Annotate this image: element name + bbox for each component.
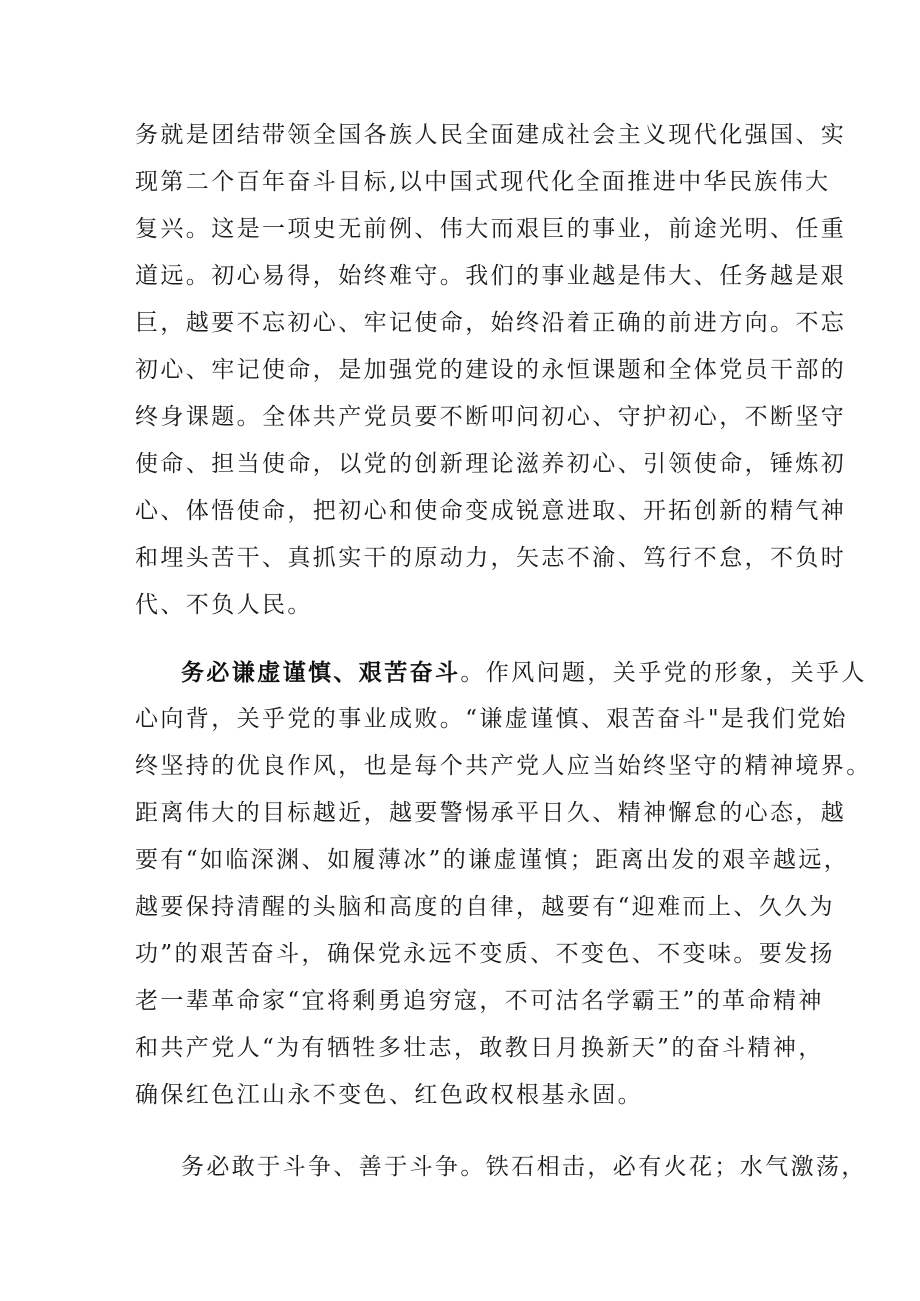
- paragraph-2: [135, 649, 872, 1119]
- paragraph-1: [135, 112, 847, 629]
- text-line: 巨，越要不忘初心、牢记使命，始终沿着正确的前进方向。不忘: [135, 310, 847, 336]
- paragraph-first-line: 务必敢于斗争、善于斗争。铁石相击，必有火花；水气激荡，: [181, 1154, 867, 1180]
- text-line: 功”的艰苦奋斗，确保党永远不变质、不变色、不变味。要发扬: [135, 941, 835, 967]
- text-line: 和共产党人“为有牺牲多壮志，敢教日月换新天”的奋斗精神，: [135, 1035, 824, 1061]
- paragraph-3: [135, 1144, 867, 1191]
- text-line: 务就是团结带领全国各族人民全面建成社会主义现代化强国、实: [135, 122, 847, 148]
- text-line: 代、不负人民。: [135, 592, 313, 618]
- paragraph-first-line: [135, 649, 867, 696]
- text-line: 和埋头苦干、真抓实干的原动力，矢志不渝、笃行不怠，不负时: [135, 545, 847, 571]
- text-line: 现第二个百年奋斗目标,以中国式现代化全面推进中华民族伟大: [135, 169, 831, 195]
- text-line: 使命、担当使命，以党的创新理论滋养初心、引领使命，锤炼初: [135, 451, 847, 477]
- text-line: 道远。初心易得，始终难守。我们的事业越是伟大、任务越是艰: [135, 263, 847, 289]
- text-line: 老一辈革命家“宜将剩勇追穷寇，不可沽名学霸王”的革命精神: [135, 988, 824, 1014]
- text-line: 复兴。这是一项史无前例、伟大而艰巨的事业，前途光明、任重: [135, 216, 847, 242]
- text-span: 。作风问题，关乎党的形象，关乎人: [460, 660, 867, 686]
- text-line: 要有“如临深渊、如履薄冰”的谦虚谨慎；距离出发的艰辛越远，: [135, 847, 850, 873]
- text-line: 终身课题。全体共产党员要不断叩问初心、守护初心，不断坚守: [135, 404, 847, 430]
- text-line: 终坚持的优良作风，也是每个共产党人应当始终坚守的精神境界。: [135, 753, 872, 779]
- text-line: 心、体悟使命，把初心和使命变成锐意进取、开拓创新的精气神: [135, 498, 847, 524]
- text-line: 越要保持清醒的头脑和高度的自律，越要有“迎难而上、久久为: [135, 894, 835, 920]
- text-line: 初心、牢记使命，是加强党的建设的永恒课题和全体党员干部的: [135, 357, 847, 383]
- section-heading: 务必谦虚谨慎、艰苦奋斗: [181, 659, 461, 686]
- text-line: 距离伟大的目标越近，越要警惕承平日久、精神懈怠的心态，越: [135, 800, 847, 826]
- text-line: 确保红色江山永不变色、红色政权根基永固。: [135, 1082, 643, 1108]
- text-line: 心向背，关乎党的事业成败。“谦虚谨慎、艰苦奋斗"是我们党始: [135, 706, 848, 732]
